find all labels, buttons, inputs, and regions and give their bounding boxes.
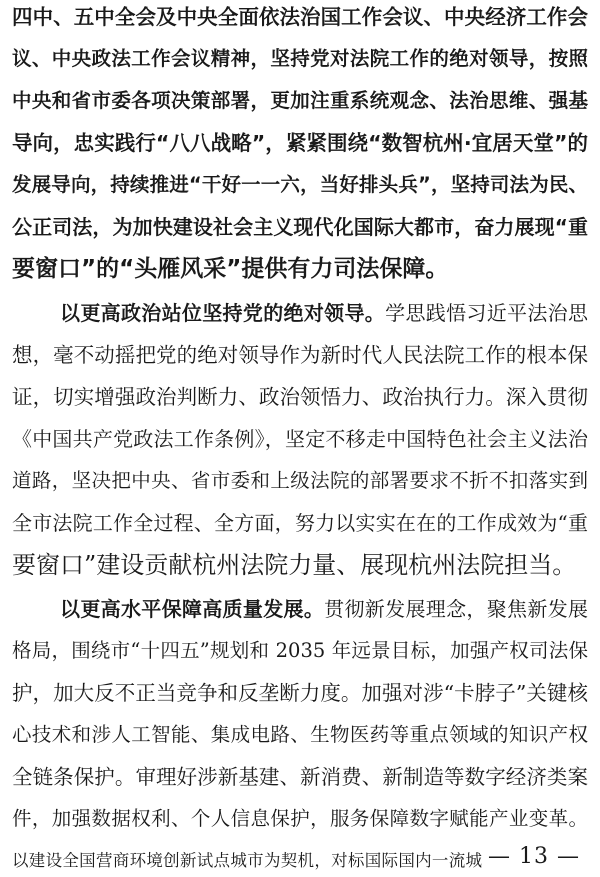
text-line: 以建设全国营商环境创新试点城市为契机，对标国际国内一流城 <box>12 851 482 870</box>
text-line: 心技术和涉人工智能、集成电路、生物医药等重点领域的知识产权 <box>12 723 588 746</box>
section-first-line <box>60 298 588 328</box>
text-line: 护，加大反不正当竞争和反垄断力度。加强对涉“卡脖子”关键核 <box>12 681 588 705</box>
text-line: 道路，坚决把中央、省市委和上级法院的部署要求不折不扣落实到 <box>12 469 588 492</box>
text-line: 证，切实增强政治判断力、政治领悟力、政治执行力。深入贯彻 <box>12 385 588 409</box>
text-line: 要窗口”的“头雁风采”提供有力司法保障。 <box>12 256 449 282</box>
text-line: 导向，忠实践行“八八战略”，紧紧围绕“数智杭州·宜居天堂”的 <box>12 131 588 155</box>
text-line: 中央和省市委各项决策部署，更加注重系统观念、法治思维、强基 <box>12 89 588 112</box>
text-line: 格局，围绕市“十四五”规划和 2035 年远景目标，加强产权司法保 <box>12 639 588 662</box>
section-first-line-text: 贯彻新发展理念，聚焦新发展 <box>324 597 588 621</box>
page-number: — 13 — <box>488 844 580 869</box>
section-first-line-text: 学思践悟习近平法治思 <box>385 301 588 325</box>
text-line: 发展导向，持续推进“干好一一六，当好排头兵”，坚持司法为民、 <box>12 173 588 196</box>
section-lead: 以更高政治站位坚持党的绝对领导。 <box>60 301 386 325</box>
text-line: 想，毫不动摇把党的绝对领导作为新时代人民法院工作的根本保 <box>12 343 588 367</box>
text-line: 公正司法，为加快建设社会主义现代化国际大都市，奋力展现“重 <box>12 215 588 239</box>
text-line: 要窗口”建设贡献杭州法院力量、展现杭州法院担当。 <box>12 551 577 579</box>
text-line: 件，加强数据权利、个人信息保护，服务保障数字赋能产业变革。 <box>12 807 588 830</box>
section-first-line <box>60 594 588 624</box>
text-line: 《中国共产党政法工作条例》，坚定不移走中国特色社会主义法治 <box>12 427 588 451</box>
text-line: 议、中央政法工作会议精神，坚持党对法院工作的绝对领导，按照 <box>12 47 588 70</box>
text-line: 全链条保护。审理好涉新基建、新消费、新制造等数字经济类案 <box>12 765 588 789</box>
text-line: 全市法院工作全过程、全方面，努力以实实在在的工作成效为“重 <box>12 511 588 535</box>
section-lead: 以更高水平保障高质量发展。 <box>60 597 325 621</box>
text-line: 四中、五中全会及中央全面依法治国工作会议、中央经济工作会 <box>12 5 588 29</box>
